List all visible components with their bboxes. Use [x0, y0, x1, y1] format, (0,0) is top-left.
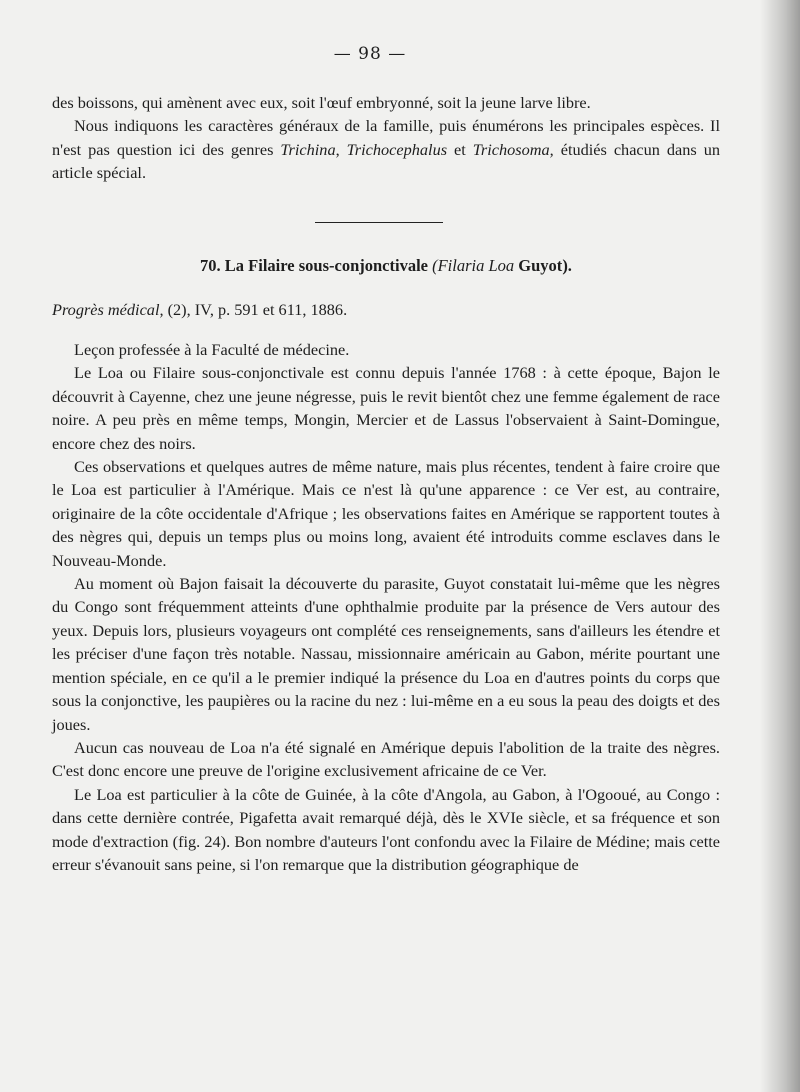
- genus-trichosoma: Trichosoma,: [472, 139, 554, 159]
- section-divider: [315, 222, 443, 223]
- genus-trichocephalus: Trichocephalus: [346, 139, 448, 159]
- body-paragraph: Le Loa ou Filaire sous-conjonctivale est connu depuis l'année 1768 : à cette époque, Bajon le découvrit à Cayenne, chez une jeune négresse, puis le revit bientôt chez une femme également de race noire. A peu près en même temps, Mongin, Mercier et de Lassus l'observaient à Saint-Domingue, encore chez des noirs.: [52, 363, 720, 453]
- reference-details: (2), IV, p. 591 et 611, 1886.: [163, 300, 348, 319]
- page-binding-shadow: [760, 0, 800, 1092]
- page-number: — 98 —: [333, 44, 407, 64]
- intro-paragraph-2: Nous indiquons les caractères généraux de la famille, puis énumérons les principales espèces. Il n'est pas question ici des genres Trichina, Trichocephalus et Trichosoma, étudiés chacun dans un article spécial.: [52, 116, 721, 183]
- body-text: [52, 338, 720, 876]
- body-paragraph: Au moment où Bajon faisait la découverte du parasite, Guyot constatait lui-même que les nègres du Congo sont fréquemment atteints d'une ophthalmie produite par la présence de Vers autour des yeux. Depuis lors, plusieurs voyageurs ont complété ces renseignements, sans d'ailleurs les étendre et les préciser d'une façon très notable. Nassau, missionnaire américain au Gabon, mérite pourtant une mention spéciale, en ce qu'il a le premier indiqué la présence du Loa en d'autres points du corps que sous la conjonctive, les paupières ou la racine du nez : lui-même en a eu sous la peau des doigts et des joues.: [52, 574, 720, 734]
- section-number: 70.: [200, 256, 221, 275]
- section-heading: 70. La Filaire sous-conjonctivale (Filaria Loa Guyot).: [200, 256, 572, 275]
- section-title: La Filaire sous-conjonctivale: [224, 256, 428, 275]
- reference-journal: Progrès médical,: [52, 300, 164, 319]
- bibliographic-reference: [52, 300, 720, 320]
- body-paragraph: Aucun cas nouveau de Loa n'a été signalé en Amérique depuis l'abolition de la traite des nègres. C'est donc encore une preuve de l'origine exclusivement africaine de ce Ver.: [52, 737, 720, 781]
- body-paragraph: Leçon professée à la Faculté de médecine.: [74, 340, 350, 359]
- section-latin-name: (Filaria Loa: [432, 256, 519, 275]
- genus-trichina: Trichina: [280, 139, 336, 159]
- intro-paragraph-1: des boissons, qui amènent avec eux, soit l'œuf embryonné, soit la jeune larve libre.: [52, 93, 591, 112]
- intro-text: [52, 91, 720, 185]
- body-paragraph: Ces observations et quelques autres de même nature, mais plus récentes, tendent à faire croire que le Loa est particulier à l'Amérique. Mais ce n'est là qu'une apparence : ce Ver est, au contraire, originaire de la côte occidentale d'Afrique ; les observations faites en Amérique se rapportent toutes à des nègres qui, depuis un temps plus ou moins long, avaient été introduits comme esclaves dans le Nouveau-Monde.: [52, 457, 720, 570]
- section-author: Guyot: [518, 256, 563, 275]
- body-paragraph: Le Loa est particulier à la côte de Guinée, à la côte d'Angola, au Gabon, à l'Ogooué, au Congo : dans cette dernière contrée, Pigafetta avait remarqué déjà, dès le XVIe siècle, et sa fréquence et son mode d'extraction (fig. 24). Bon nombre d'auteurs l'ont confondu avec la Filaire de Médine; mais cette erreur s'évanouit sans peine, si l'on remarque que la distribution géographique de: [52, 784, 720, 874]
